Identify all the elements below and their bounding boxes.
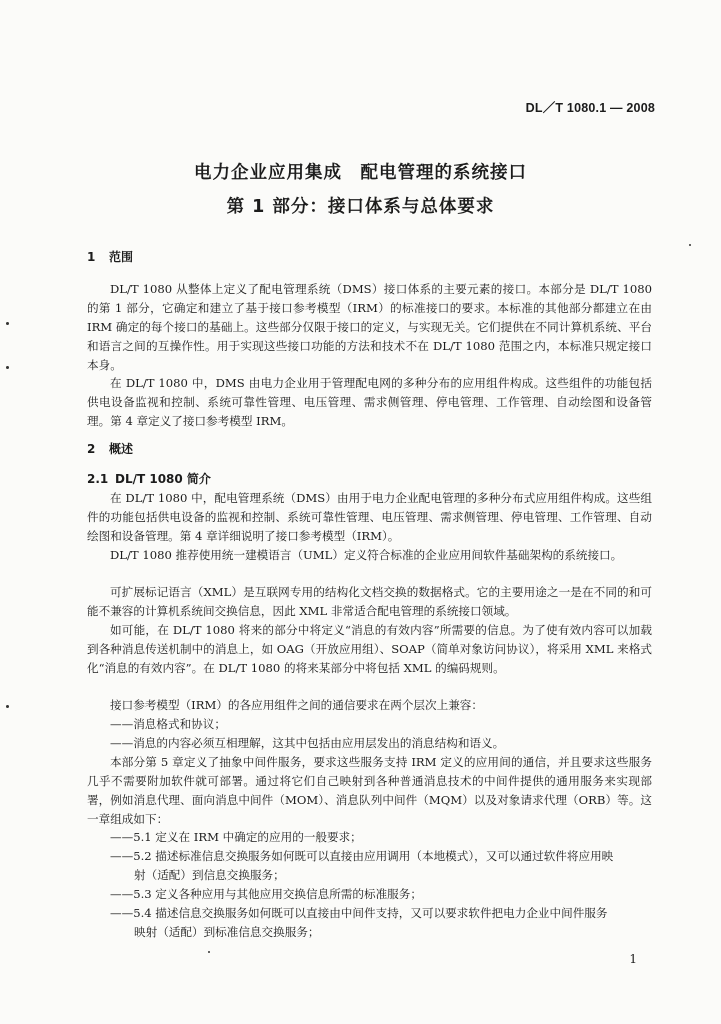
paragraph-scope-2: 在 DL/T 1080 中，DMS 由电力企业用于管理配电网的多种分布的应用组件构成。这些组件的功能包括供电设备监视和控制、系统可靠性管理、电压管理、需求侧管理、停电管理、工作管理、自动绘图和设备管理。第 4 章定义了接口参考模型 IRM。 bbox=[87, 376, 652, 428]
paragraph-intro-4: 如可能，在 DL/T 1080 将来的部分中将定义“消息的有效内容”所需要的信息。为了使有效内容可以加载到各种消息传送机制中的消息上，如 OAG（开放应用组）、SOAP（简单对象访问协议），将采用 XML 来格式化“消息的有效内容”。在 DL/T 1080 的将来某部分中将包括 XML 的编码规则。 bbox=[87, 623, 652, 675]
standard-code: DL／T 1080.1 — 2008 bbox=[525, 101, 655, 115]
item-text: ——5.2 描述标准信息交换服务如何既可以直接由应用调用（本地模式），又可以通过软件将应用映 bbox=[110, 849, 614, 863]
paragraph-intro-3: 可扩展标记语言（XML）是互联网专用的结构化文档交换的数据格式。它的主要用途之一是在不同的和可能不兼容的计算机系统间交换信息，因此 XML 非常适合配电管理的系统接口领域。 bbox=[87, 585, 652, 618]
list-item: ——消息格式和协议； bbox=[110, 717, 226, 731]
section-2-heading bbox=[87, 440, 133, 457]
item-text: ——5.4 描述信息交换服务如何既可以直接由中间件支持，又可以要求软件把电力企业中间件服务 bbox=[110, 906, 608, 920]
scan-speck bbox=[208, 951, 210, 953]
scan-speck bbox=[6, 322, 9, 325]
paragraph-intro-2: DL/T 1080 推荐使用统一建模语言（UML）定义符合标准的企业应用间软件基础架构的系统接口。 bbox=[110, 548, 623, 562]
item-text: ——5.3 定义各种应用与其他应用交换信息所需的标准服务； bbox=[110, 887, 422, 901]
list-item: ——消息的内容必须互相理解，这其中包括由应用层发出的消息结构和语义。 bbox=[110, 736, 505, 750]
section-1-heading bbox=[87, 248, 133, 265]
section-number: 2.1 bbox=[87, 472, 109, 486]
item-text: ——5.1 定义在 IRM 中确定的应用的一般要求； bbox=[110, 830, 362, 844]
document-title-line1: 电力企业应用集成 配电管理的系统接口 bbox=[194, 163, 527, 183]
section-2-1-heading bbox=[87, 470, 211, 487]
page-number: 1 bbox=[629, 952, 637, 966]
chapter-outline-item bbox=[110, 828, 652, 847]
paragraph-intro-1: 在 DL/T 1080 中，配电管理系统（DMS）由用于电力企业配电管理的多种分布式应用组件构成。这些组件的功能包括供电设备的监视和控制、系统可靠性管理、电压管理、需求侧管理、停电管理、工作管理、自动绘图和设备管理。第 4 章详细说明了接口参考模型（IRM）。 bbox=[87, 491, 652, 543]
paragraph-intro-6: 本部分第 5 章定义了抽象中间件服务，要求这些服务支持 IRM 定义的应用间的通信，并且要求这些服务几乎不需要附加软件就可部署。通过将它们自己映射到各种普通消息技术的中间件提供的通用服务来实现部署，例如消息代理、面向消息中间件（MOM）、消息队列中间件（MQM）以及对象请求代理（ORB）等。这一章组成如下： bbox=[87, 755, 652, 826]
section-number: 2 bbox=[87, 442, 96, 456]
document-title-line2: 第 1 部分：接口体系与总体要求 bbox=[226, 197, 495, 217]
paragraph-intro-5: 接口参考模型（IRM）的各应用组件之间的通信要求在两个层次上兼容： bbox=[110, 698, 483, 712]
chapter-outline-item bbox=[110, 904, 652, 942]
chapter-outline-item bbox=[110, 847, 652, 885]
section-title: 范围 bbox=[109, 250, 134, 264]
chapter-outline-item bbox=[110, 885, 652, 904]
section-title: DL/T 1080 简介 bbox=[115, 472, 211, 486]
item-text-continued: 射（适配）到信息交换服务； bbox=[134, 867, 285, 882]
section-title: 概述 bbox=[109, 442, 134, 456]
scan-speck bbox=[6, 366, 9, 369]
scan-speck bbox=[6, 705, 9, 708]
scan-speck bbox=[689, 244, 691, 246]
section-number: 1 bbox=[87, 250, 96, 264]
item-text-continued: 映射（适配）到标准信息交换服务； bbox=[134, 924, 320, 939]
paragraph-scope-1: DL/T 1080 从整体上定义了配电管理系统（DMS）接口体系的主要元素的接口。本部分是 DL/T 1080 的第 1 部分，它确定和建立了基于接口参考模型（IRM）的标准接口的要求。本标准的其他部分都建立在由 IRM 确定的每个接口的基础上。这些部分仅限于接口的定义，与实现无关。它们提供在不同计算机系统、平台和语言之间的互操作性。用于实现这些接口功能的方法和技术不在 DL/T 1080 范围之内，本标准只规定接口本身。 bbox=[87, 282, 652, 372]
